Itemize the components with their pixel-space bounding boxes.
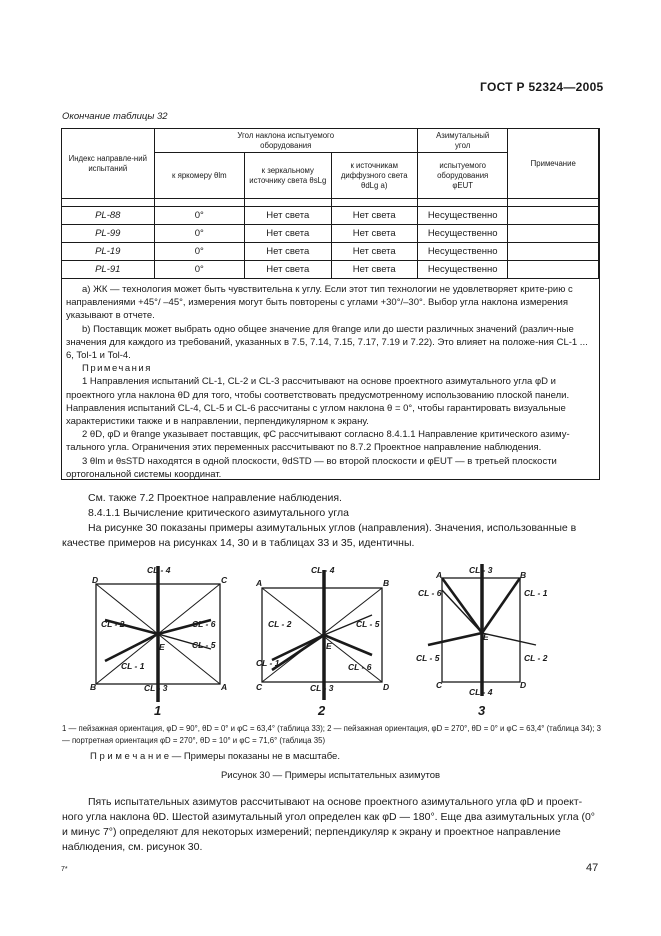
corner-label: C xyxy=(436,680,443,690)
note-2: 2 θD, φD и θrange указывает поставщик, φC рассчитывают согласно 8.4.1.1 Направление критического азиму-тального угла. Ограничения этих переменных рассчитывают по 8.7.2 Проектное направление наблюдения. xyxy=(66,429,570,454)
diagram-number: 3 xyxy=(478,703,486,718)
diagram-number: 1 xyxy=(154,703,162,718)
cell-index: PL-19 xyxy=(62,243,155,261)
table-row xyxy=(62,261,599,279)
diagram-number: 2 xyxy=(318,703,326,718)
table-caption: Окончание таблицы 32 xyxy=(62,111,168,122)
cell-diffuse: Нет света xyxy=(331,243,417,261)
corner-label: D xyxy=(92,575,99,585)
cell-index: PL-91 xyxy=(62,261,155,279)
note-1: 1 Направления испытаний CL-1, CL-2 и CL-3 рассчитывают на основе проектного азимутального угла φD и проектного угла наклона θD для того, чтобы соответствовать предусмотренному использованию плоской панели. Направления испытаний CL-4, CL-5 и CL-6 рассчитаны с углом наклона θ = 0°, чтобы гарантировать визуальные характеристики также и в направлении, перпендикулярном к экрану. xyxy=(66,376,570,428)
cell-mirror: Нет света xyxy=(245,207,331,225)
col-index-header: Индекс направле-ний испытаний xyxy=(62,129,155,199)
cell-diffuse: Нет света xyxy=(331,261,417,279)
corner-label: A xyxy=(221,682,228,692)
figure-30-diagrams xyxy=(80,560,560,720)
corner-label: B xyxy=(90,682,97,692)
corner-label: B xyxy=(520,570,527,580)
axis-label: E xyxy=(326,641,332,651)
table-row xyxy=(62,225,599,243)
cell-diffuse: Нет света xyxy=(331,225,417,243)
axis-label: E xyxy=(159,642,165,652)
cell-diffuse: Нет света xyxy=(331,207,417,225)
cell-index: PL-99 xyxy=(62,225,155,243)
note-3: 3 θlm и θsSTD находятся в одной плоскости, θdSTD — во второй плоскости и φEUT — в третьей плоскости ортогональной системы координат. xyxy=(66,455,557,480)
paragraph: На рисунке 30 показаны примеры азимутальных углов (направления). Значения, использованные в качестве примеров на рисунках 14, 30 и в таблицах 33 и 35, идентичны. xyxy=(62,522,577,549)
axis-label: CL - 2 xyxy=(524,653,548,663)
axis-label: CL - 5 xyxy=(416,653,440,663)
footnote-a: a) ЖК — технология может быть чувствительна к углу. Если этот тип технологии не удовлетворяет крите-рию с направлениями +45°/ –45°, измерения могут быть повторены с углами +30°/–30°. Выбор угла наклона измерения указывают в отчете. xyxy=(66,284,573,322)
col-yarkomer-header: к яркомеру θlm xyxy=(154,153,245,199)
axis-label: CL - 6 xyxy=(348,662,372,672)
axis-label: CL - 4 xyxy=(147,565,171,575)
axis-label: CL - 2 xyxy=(101,619,125,629)
figure-legend: 1 — пейзажная ориентация, φD = 90°, θD = 0° и φC = 63,4° (таблица 33); 2 — пейзажная ориентация, φD = 270°, θD = 0° и φC = 63,4° (таблица 34); 3 — портретная ориентация φD = 270°, θD = 10° и φC = 71,6° (таблица 35) xyxy=(62,724,601,745)
axis-label: CL - 3 xyxy=(144,683,168,693)
axis-label: E xyxy=(483,632,489,642)
table-notes xyxy=(66,283,590,481)
table-32 xyxy=(61,128,599,279)
page-number: 47 xyxy=(586,862,599,874)
corner-label: A xyxy=(256,578,263,588)
diagram-1 xyxy=(90,565,228,718)
corner-label: C xyxy=(221,575,228,585)
axis-label: CL - 3 xyxy=(469,565,493,575)
cell-note xyxy=(508,261,599,279)
col-diffuse-header: к источникам диффузного света θdLg a) xyxy=(331,153,417,199)
corner-label: A xyxy=(436,570,443,580)
axis-label: CL - 1 xyxy=(524,588,548,598)
axis-label: CL - 4 xyxy=(311,565,335,575)
col-azimuth-header: испытуемого оборудования φEUT xyxy=(417,153,508,199)
axis-label: CL - 5 xyxy=(356,619,380,629)
axis-label: CL - 6 xyxy=(192,619,216,629)
section-heading: 8.4.1.1 Вычисление критического азимутального угла xyxy=(88,507,349,519)
cell-yarkomer: 0° xyxy=(154,243,245,261)
signature-mark: 7* xyxy=(61,866,68,873)
cell-index: PL-88 xyxy=(62,207,155,225)
cell-azimuth: Несущественно xyxy=(417,261,508,279)
axis-label: CL - 1 xyxy=(121,661,145,671)
cell-azimuth: Несущественно xyxy=(417,243,508,261)
body-text-top xyxy=(62,491,602,551)
paragraph: Пять испытательных азимутов рассчитывают на основе проектного азимутального угла φD и проект-ного угла наклона θD. Шестой азимутальный угол определен как φD — 180°. Еще два азимутальных угла (0° и минус 7°) определяют для некоторых измерений; перпендикуляр к экрану и проектное направление наблюдения, см. рисунок 30. xyxy=(62,796,595,853)
cell-yarkomer: 0° xyxy=(154,261,245,279)
cell-note xyxy=(508,243,599,261)
corner-label: D xyxy=(520,680,527,690)
corner-label: B xyxy=(383,578,390,588)
group-angle-header: Угол наклона испытуемого оборудования xyxy=(154,129,417,153)
figure-title: Рисунок 30 — Примеры испытательных азимутов xyxy=(220,770,441,781)
standard-header: ГОСТ Р 52324—2005 xyxy=(480,80,604,94)
figure-note: П р и м е ч а н и е — Примеры показаны не в масштабе. xyxy=(90,751,340,762)
col-note-header: Примечание xyxy=(508,129,599,199)
axis-label: CL - 3 xyxy=(310,683,334,693)
cell-azimuth: Несущественно xyxy=(417,225,508,243)
corner-label: C xyxy=(256,682,263,692)
footnote-b: b) Поставщик может выбрать одно общее значение для θrange или до шести различных значений (различ-ные значения для каждого из требований, указанных в 7.5, 7.14, 7.15, 7.17, 7.19 и 7.22). Это влияет на положе-ния CL-1 ... 6, Tol-1 и Tol-4. xyxy=(66,323,588,362)
axis-label: CL - 4 xyxy=(469,687,493,697)
body-text-bottom xyxy=(62,795,602,855)
cell-note xyxy=(508,225,599,243)
table-row xyxy=(62,207,599,225)
cell-yarkomer: 0° xyxy=(154,207,245,225)
cell-mirror: Нет света xyxy=(245,261,331,279)
diagram-2 xyxy=(255,565,389,718)
col-mirror-header: к зеркальному источнику света θsLg xyxy=(245,153,331,199)
cell-mirror: Нет света xyxy=(245,243,331,261)
table-row xyxy=(62,243,599,261)
notes-heading: Примечания xyxy=(82,363,152,375)
cell-mirror: Нет света xyxy=(245,225,331,243)
cell-note xyxy=(508,207,599,225)
corner-label: D xyxy=(383,682,390,692)
diagram-3 xyxy=(416,564,548,718)
axis-label: CL - 5 xyxy=(192,640,216,650)
cell-azimuth: Несущественно xyxy=(417,207,508,225)
axis-label: CL - 1 xyxy=(256,658,280,668)
paragraph: См. также 7.2 Проектное направление наблюдения. xyxy=(88,492,342,504)
axis-label: CL - 2 xyxy=(268,619,292,629)
axis-label: CL - 6 xyxy=(418,588,442,598)
group-azimuth-header: Азимутальный угол xyxy=(417,129,508,153)
cell-yarkomer: 0° xyxy=(154,225,245,243)
